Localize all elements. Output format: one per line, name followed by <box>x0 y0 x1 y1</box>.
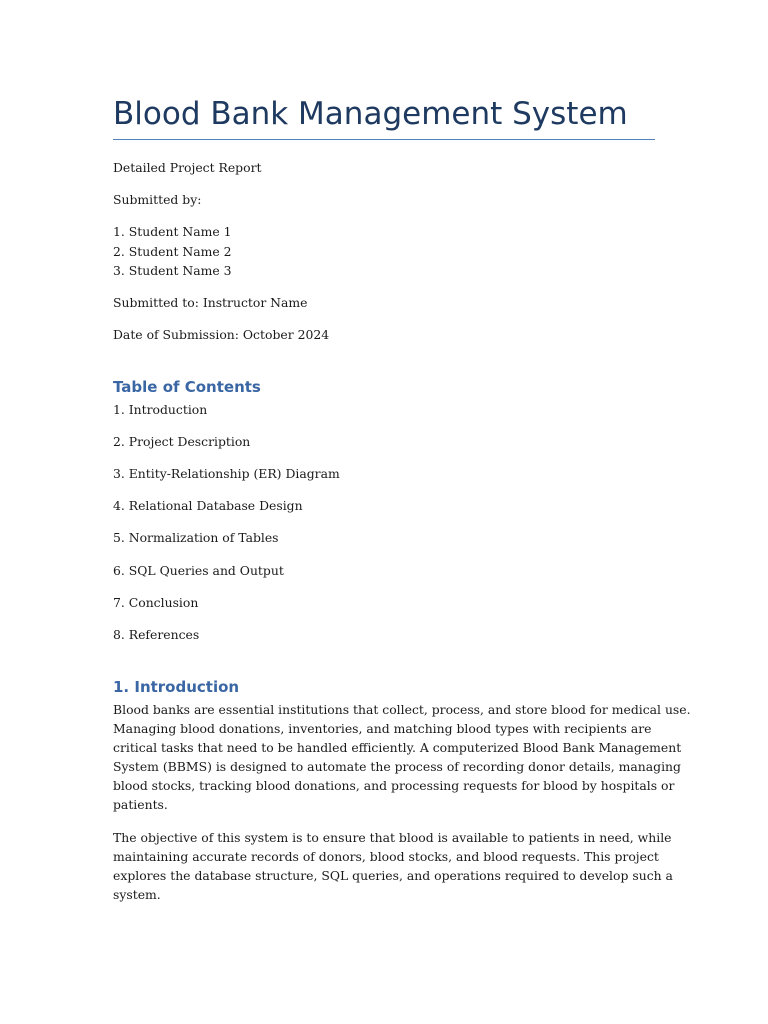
submitted-to: Submitted to: Instructor Name <box>113 295 308 310</box>
introduction-paragraph-2 <box>113 828 673 904</box>
student-name: 1. Student Name 1 <box>113 224 232 239</box>
student-name: 2. Student Name 2 <box>113 244 232 259</box>
paragraph-line: system. <box>113 887 161 902</box>
toc-heading: Table of Contents <box>113 378 261 396</box>
date-of-submission: Date of Submission: October 2024 <box>113 327 330 342</box>
paragraph-line: maintaining accurate records of donors, blood stocks, and blood requests. This project <box>113 849 659 864</box>
toc-item: 4. Relational Database Design <box>113 498 303 513</box>
toc-item: 8. References <box>113 627 200 642</box>
toc-item: 1. Introduction <box>113 402 208 417</box>
paragraph-line: System (BBMS) is designed to automate the process of recording donor details, managing <box>113 759 681 774</box>
document-title: Blood Bank Management System <box>113 96 628 132</box>
paragraph-line: Managing blood donations, inventories, and matching blood types with recipients are <box>113 721 652 736</box>
paragraph-line: patients. <box>113 797 168 812</box>
toc-item: 6. SQL Queries and Output <box>113 563 284 578</box>
paragraph-line: explores the database structure, SQL queries, and operations required to develop such a <box>113 868 673 883</box>
paragraph-line: The objective of this system is to ensure that blood is available to patients in need, while <box>113 830 672 845</box>
toc-item: 2. Project Description <box>113 434 251 449</box>
title-underline <box>113 139 655 140</box>
paragraph-line: blood stocks, tracking blood donations, and processing requests for blood by hospitals or <box>113 778 675 793</box>
toc-item: 5. Normalization of Tables <box>113 530 279 545</box>
toc-item: 3. Entity-Relationship (ER) Diagram <box>113 466 340 481</box>
toc-item: 7. Conclusion <box>113 595 199 610</box>
introduction-heading: 1. Introduction <box>113 678 240 696</box>
paragraph-line: Blood banks are essential institutions that collect, process, and store blood for medical use. <box>113 702 691 717</box>
student-name: 3. Student Name 3 <box>113 263 232 278</box>
submitted-by-label: Submitted by: <box>113 192 202 207</box>
report-subtitle: Detailed Project Report <box>113 160 262 175</box>
paragraph-line: critical tasks that need to be handled efficiently. A computerized Blood Bank Management <box>113 740 682 755</box>
introduction-paragraph-1 <box>113 700 691 814</box>
